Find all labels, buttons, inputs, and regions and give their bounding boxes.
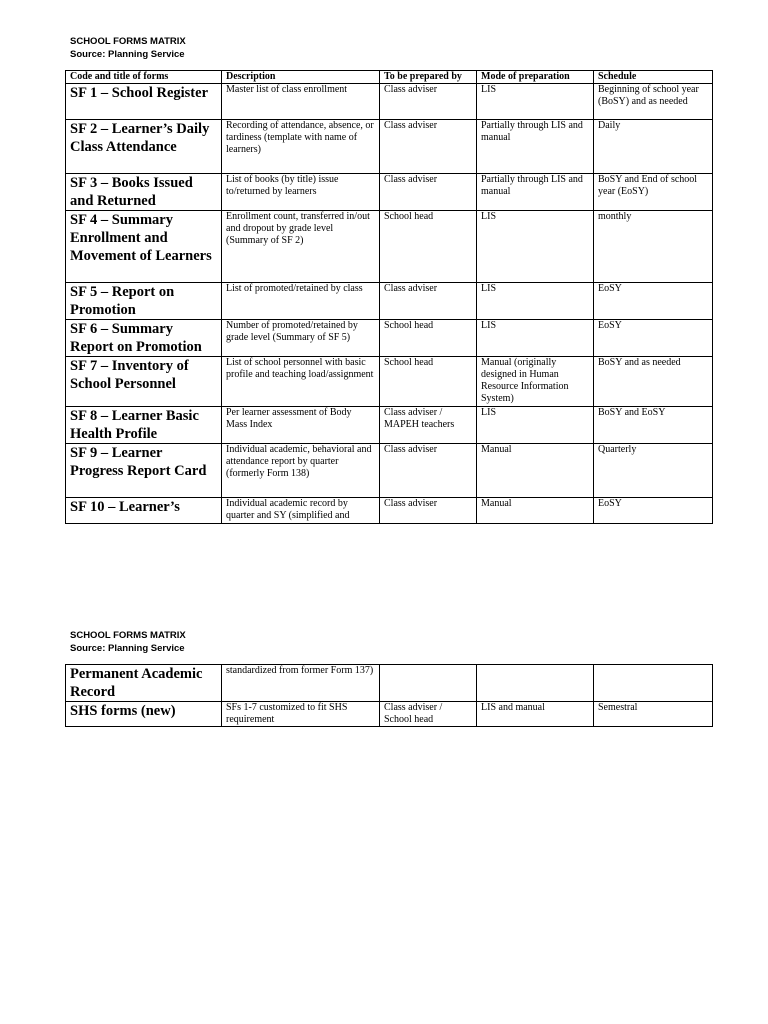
- form-description: List of school personnel with basic profile and teaching load/assignment: [222, 357, 380, 407]
- school-forms-table: [65, 70, 713, 524]
- form-code-title: SF 7 – Inventory of School Personnel: [66, 357, 222, 407]
- form-description: Master list of class enrollment: [222, 84, 380, 120]
- form-schedule: Semestral: [594, 702, 713, 727]
- form-prepared-by: Class adviser: [380, 283, 477, 320]
- table-row: [66, 702, 713, 727]
- matrix-source: Source: Planning Service: [70, 643, 185, 654]
- table-row: [66, 174, 713, 211]
- form-schedule: Daily: [594, 120, 713, 174]
- school-forms-table-continued: [65, 664, 713, 727]
- form-prepared-by: Class adviser: [380, 84, 477, 120]
- form-prepared-by: School head: [380, 211, 477, 283]
- form-mode: LIS: [477, 211, 594, 283]
- form-code-title: SF 9 – Learner Progress Report Card: [66, 444, 222, 498]
- form-prepared-by: Class adviser / School head: [380, 702, 477, 727]
- form-code-title: SF 2 – Learner’s Daily Class Attendance: [66, 120, 222, 174]
- form-schedule: EoSY: [594, 498, 713, 524]
- form-mode: Manual: [477, 444, 594, 498]
- matrix-title: SCHOOL FORMS MATRIX: [70, 630, 186, 641]
- form-mode: LIS and manual: [477, 702, 594, 727]
- form-mode: [477, 665, 594, 702]
- form-code-title: SF 1 – School Register: [66, 84, 222, 120]
- form-schedule: [594, 665, 713, 702]
- form-schedule: EoSY: [594, 320, 713, 357]
- table-row: [66, 407, 713, 444]
- form-prepared-by: Class adviser: [380, 444, 477, 498]
- table-row: [66, 665, 713, 702]
- form-description: Individual academic record by quarter and SY (simplified and: [222, 498, 380, 524]
- form-mode: Manual: [477, 498, 594, 524]
- table-row: [66, 357, 713, 407]
- form-description: Recording of attendance, absence, or tardiness (template with name of learners): [222, 120, 380, 174]
- form-mode: LIS: [477, 283, 594, 320]
- form-schedule: BoSY and End of school year (EoSY): [594, 174, 713, 211]
- page-header: [70, 35, 186, 61]
- form-description: Individual academic, behavioral and attendance report by quarter (formerly Form 138): [222, 444, 380, 498]
- form-mode: Partially through LIS and manual: [477, 120, 594, 174]
- page-header-continued: [70, 629, 186, 655]
- column-header-prepared-by: To be prepared by: [380, 71, 477, 84]
- form-description: List of promoted/retained by class: [222, 283, 380, 320]
- column-header-mode: Mode of preparation: [477, 71, 594, 84]
- table-header-row: [66, 71, 713, 84]
- form-mode: Partially through LIS and manual: [477, 174, 594, 211]
- table-row: [66, 283, 713, 320]
- form-schedule: BoSY and EoSY: [594, 407, 713, 444]
- form-description: Enrollment count, transferred in/out and dropout by grade level (Summary of SF 2): [222, 211, 380, 283]
- form-prepared-by: Class adviser: [380, 174, 477, 211]
- form-code-title: SF 4 – Summary Enrollment and Movement of Learners: [66, 211, 222, 283]
- form-schedule: Quarterly: [594, 444, 713, 498]
- matrix-title: SCHOOL FORMS MATRIX: [70, 36, 186, 47]
- form-mode: LIS: [477, 407, 594, 444]
- table-row: [66, 444, 713, 498]
- table-row: [66, 320, 713, 357]
- form-mode: Manual (originally designed in Human Resource Information System): [477, 357, 594, 407]
- column-header-schedule: Schedule: [594, 71, 713, 84]
- form-prepared-by: Class adviser / MAPEH teachers: [380, 407, 477, 444]
- form-prepared-by: Class adviser: [380, 498, 477, 524]
- table-row: [66, 120, 713, 174]
- table-row: [66, 84, 713, 120]
- form-description: List of books (by title) issue to/returned by learners: [222, 174, 380, 211]
- form-prepared-by: School head: [380, 320, 477, 357]
- form-prepared-by: Class adviser: [380, 120, 477, 174]
- form-description: standardized from former Form 137): [222, 665, 380, 702]
- matrix-source: Source: Planning Service: [70, 49, 185, 60]
- form-schedule: monthly: [594, 211, 713, 283]
- form-code-title: SF 10 – Learner’s: [66, 498, 222, 524]
- form-schedule: EoSY: [594, 283, 713, 320]
- form-description: Number of promoted/retained by grade level (Summary of SF 5): [222, 320, 380, 357]
- form-prepared-by: School head: [380, 357, 477, 407]
- form-code-title: Permanent Academic Record: [66, 665, 222, 702]
- form-description: Per learner assessment of Body Mass Index: [222, 407, 380, 444]
- form-mode: LIS: [477, 320, 594, 357]
- form-prepared-by: [380, 665, 477, 702]
- table-row: [66, 498, 713, 524]
- table-row: [66, 211, 713, 283]
- form-description: SFs 1-7 customized to fit SHS requirement: [222, 702, 380, 727]
- form-schedule: Beginning of school year (BoSY) and as needed: [594, 84, 713, 120]
- form-code-title: SF 8 – Learner Basic Health Profile: [66, 407, 222, 444]
- form-mode: LIS: [477, 84, 594, 120]
- form-code-title: SF 6 – Summary Report on Promotion: [66, 320, 222, 357]
- form-code-title: SF 3 – Books Issued and Returned: [66, 174, 222, 211]
- form-schedule: BoSY and as needed: [594, 357, 713, 407]
- form-code-title: SHS forms (new): [66, 702, 222, 727]
- column-header-code: Code and title of forms: [66, 71, 222, 84]
- form-code-title: SF 5 – Report on Promotion: [66, 283, 222, 320]
- column-header-description: Description: [222, 71, 380, 84]
